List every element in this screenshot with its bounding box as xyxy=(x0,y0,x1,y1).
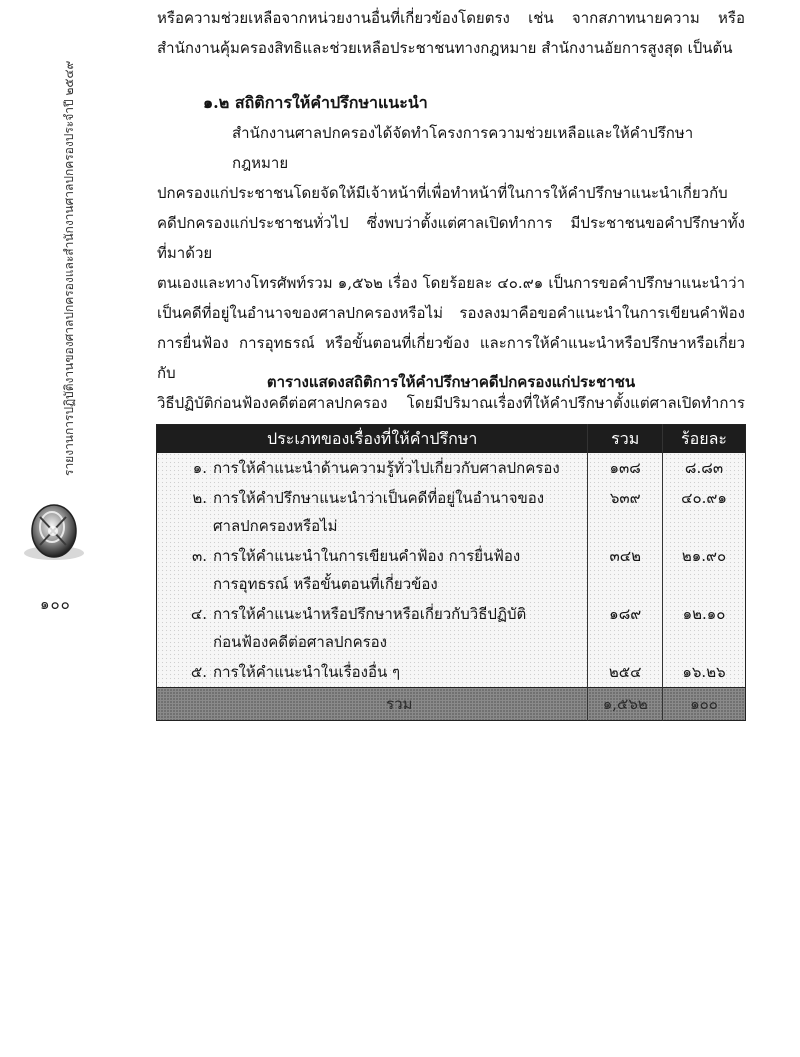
row-percent: ๑๖.๒๖ xyxy=(682,663,726,681)
paragraph-continuation xyxy=(157,3,745,63)
table-row xyxy=(157,599,746,657)
total-percent: ๑๐๐ xyxy=(663,688,746,721)
header-percent: ร้อยละ xyxy=(663,425,746,454)
row-label-line: การให้คำปรึกษาแนะนำว่าเป็นคดีที่อยู่ในอำนาจของ xyxy=(213,489,545,507)
row-label-line: ศาลปกครองหรือไม่ xyxy=(213,517,338,535)
court-emblem-icon xyxy=(18,497,88,567)
total-value: ๑,๕๖๒ xyxy=(588,688,663,721)
row-total: ๖๓๙ xyxy=(588,483,663,541)
row-type-cell xyxy=(157,453,588,483)
table-header-row xyxy=(157,425,746,454)
table-row xyxy=(157,483,746,541)
row-percent: ๔๐.๙๑ xyxy=(681,489,727,507)
row-label-line: การอุทธรณ์ หรือขั้นตอนที่เกี่ยวข้อง xyxy=(213,575,438,593)
row-label-line: การให้คำแนะนำในการเขียนคำฟ้อง การยื่นฟ้อง xyxy=(213,547,521,565)
section-heading: ๑.๒ สถิติการให้คำปรึกษาแนะนำ xyxy=(203,93,428,112)
row-type-cell xyxy=(157,483,588,541)
header-total: รวม xyxy=(588,425,663,454)
row-percent: ๘.๘๓ xyxy=(684,459,724,477)
paragraph-main xyxy=(157,118,745,448)
row-total: ๓๔๒ xyxy=(588,541,663,599)
page-number: ๑๐๐ xyxy=(40,595,71,613)
text-line: การยื่นฟ้อง การอุทธรณ์ หรือขั้นตอนที่เกี่ยวข้อง และการให้คำแนะนำหรือปรึกษาหรือเกี่ยวกับ xyxy=(157,334,745,382)
table-title: ตารางแสดงสถิติการให้คำปรึกษาคดีปกครองแก่ประชาชน xyxy=(266,373,636,391)
text-line: ตนเองและทางโทรศัพท์รวม ๑,๕๖๒ เรื่อง โดยร้อยละ ๔๐.๙๑ เป็นการขอคำปรึกษาแนะนำว่า xyxy=(157,274,745,292)
row-number: ๕. xyxy=(190,663,207,681)
text-line: ปกครองแก่ประชาชนโดยจัดให้มีเจ้าหน้าที่เพื่อทำหน้าที่ในการให้คำปรึกษาแนะนำเกี่ยวกับ xyxy=(157,184,728,202)
header-type: ประเภทของเรื่องที่ให้คำปรึกษา xyxy=(157,425,588,454)
text-line: หรือความช่วยเหลือจากหน่วยงานอื่นที่เกี่ยวข้องโดยตรง เช่น จากสภาทนายความ หรือ xyxy=(157,9,745,27)
table-total-row xyxy=(157,688,746,721)
row-total: ๑๓๘ xyxy=(588,453,663,483)
table-row xyxy=(157,541,746,599)
row-total: ๑๘๙ xyxy=(588,599,663,657)
text-line: สำนักงานศาลปกครองได้จัดทำโครงการความช่วยเหลือและให้คำปรึกษากฎหมาย xyxy=(232,124,694,172)
running-header-vertical: รายงานการปฏิบัติงานของศาลปกครองและสำนักงานศาลปกครองประจำปี ๒๕๔๙ xyxy=(62,60,76,476)
row-label-line: การให้คำแนะนำในเรื่องอื่น ๆ xyxy=(213,663,401,681)
row-label-line: การให้คำแนะนำด้านความรู้ทั่วไปเกี่ยวกับศาลปกครอง xyxy=(213,459,560,477)
row-number: ๔. xyxy=(190,605,207,623)
row-type-cell xyxy=(157,657,588,688)
row-percent: ๑๒.๑๐ xyxy=(682,605,726,623)
row-number: ๓. xyxy=(191,547,207,565)
text-line: เป็นคดีที่อยู่ในอำนาจของศาลปกครองหรือไม่ รองลงมาคือขอคำแนะนำในการเขียนคำฟ้อง xyxy=(157,304,745,322)
text-line: คดีปกครองแก่ประชาชนทั่วไป ซึ่งพบว่าตั้งแต่ศาลเปิดทำการ มีประชาชนขอคำปรึกษาทั้งที่มาด้วย xyxy=(157,214,745,262)
row-label-line: ก่อนฟ้องคดีต่อศาลปกครอง xyxy=(213,633,387,651)
row-number: ๒. xyxy=(192,489,207,507)
statistics-table xyxy=(156,424,746,721)
table-row xyxy=(157,657,746,688)
row-number: ๑. xyxy=(192,459,207,477)
row-type-cell xyxy=(157,599,588,657)
row-type-cell xyxy=(157,541,588,599)
row-percent: ๒๑.๙๐ xyxy=(681,547,727,565)
row-label-line: การให้คำแนะนำหรือปรึกษาหรือเกี่ยวกับวิธีปฏิบัติ xyxy=(213,605,527,623)
table-row xyxy=(157,453,746,483)
text-line: สำนักงานคุ้มครองสิทธิและช่วยเหลือประชาชนทางกฎหมาย สำนักงานอัยการสูงสุด เป็นต้น xyxy=(157,39,733,57)
text-line: วิธีปฏิบัติก่อนฟ้องคดีต่อศาลปกครอง โดยมีปริมาณเรื่องที่ให้คำปรึกษาตั้งแต่ศาลเปิดทำการ xyxy=(157,394,745,412)
total-label: รวม xyxy=(157,688,588,721)
row-total: ๒๕๔ xyxy=(588,657,663,688)
